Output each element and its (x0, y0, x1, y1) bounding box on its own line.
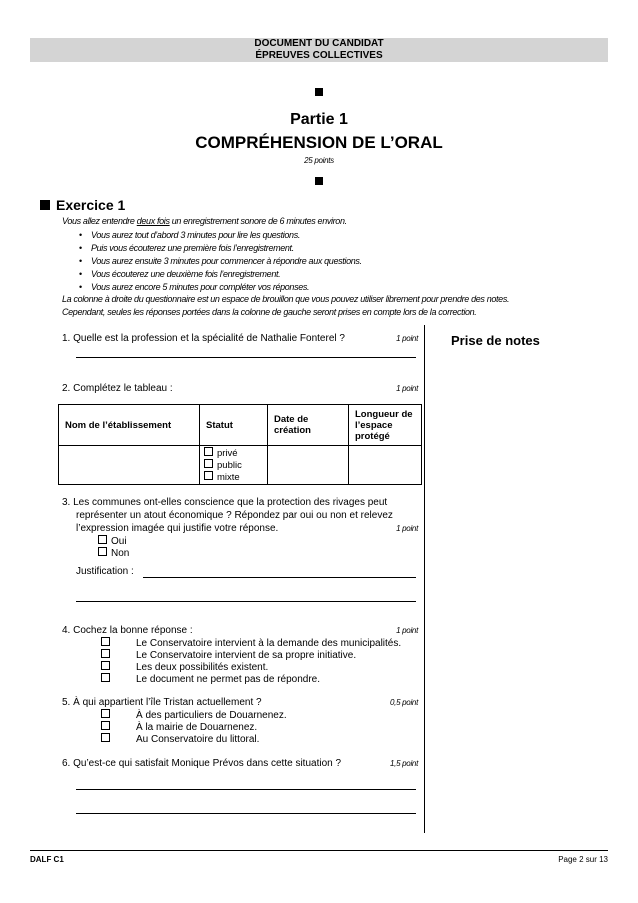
option-label: Au Conservatoire du littoral. (136, 734, 260, 745)
answer-line[interactable] (76, 357, 416, 358)
intro-text: Vous allez entendre (62, 216, 137, 226)
instruction-step: • Vous aurez ensuite 3 minutes pour commencer à répondre aux questions. (91, 256, 362, 266)
answer-option[interactable] (101, 721, 257, 733)
status-option-label: public (217, 460, 242, 471)
question-4-points: 1 point (396, 626, 418, 635)
checkbox-icon[interactable] (204, 471, 213, 480)
option-oui[interactable] (98, 535, 127, 547)
checkbox-icon[interactable] (101, 721, 110, 730)
question-3-points: 1 point (396, 524, 418, 533)
exercise-title-text: Exercice 1 (56, 197, 126, 213)
justification-line[interactable] (143, 577, 416, 578)
checkbox-icon[interactable] (101, 649, 110, 658)
part-title: Partie 1 (290, 111, 348, 128)
instruction-step: • Puis vous écouterez une première fois l’enregistrement. (91, 243, 294, 253)
status-option-label: privé (217, 448, 238, 459)
answer-option[interactable] (101, 661, 268, 673)
option-label: Les deux possibilités existent. (136, 662, 269, 673)
notes-title: Prise de notes (451, 333, 540, 348)
question-6-points: 1,5 point (390, 759, 418, 768)
checkbox-icon[interactable] (101, 637, 110, 646)
square-bullet-icon (315, 88, 323, 96)
option-non[interactable] (98, 547, 129, 559)
exercise-intro (62, 216, 347, 226)
table-cell[interactable] (268, 446, 349, 485)
question-6: 6. Qu’est-ce qui satisfait Monique Prévos dans cette situation ? (62, 758, 342, 769)
intro-underlined: deux fois (136, 216, 170, 226)
status-option-label: mixte (217, 472, 240, 483)
header-line-1: DOCUMENT DU CANDIDAT (30, 38, 608, 50)
question-3-line-3: l’expression imagée qui justifie votre réponse. (76, 523, 279, 534)
intro-text-end: un enregistrement sonore de 6 minutes environ. (169, 216, 347, 226)
instruction-step: • Vous écouterez une deuxième fois l’enregistrement. (91, 269, 280, 279)
answer-option[interactable] (101, 649, 356, 661)
footer-page-number: Page 2 sur 13 (558, 855, 608, 864)
answer-line[interactable] (76, 813, 416, 814)
answer-table (58, 404, 422, 485)
instruction-note: Cependant, seules les réponses portées dans la colonne de gauche seront prises en compte lors de la correction. (62, 307, 477, 317)
column-divider (424, 325, 425, 833)
table-cell[interactable] (59, 446, 200, 485)
option-label: À la mairie de Douarnenez. (136, 722, 258, 733)
instruction-step: • Vous aurez encore 5 minutes pour compléter vos réponses. (91, 282, 309, 292)
answer-option[interactable] (101, 673, 320, 685)
checkbox-icon[interactable] (204, 459, 213, 468)
question-5-points: 0,5 point (390, 698, 418, 707)
option-label: Le Conservatoire intervient à la demande des municipalités. (136, 638, 402, 649)
answer-line[interactable] (76, 601, 416, 602)
table-header: Longueur de l’espace protégé (349, 405, 422, 446)
footer-exam-code: DALF C1 (30, 855, 64, 864)
square-bullet-icon (315, 177, 323, 185)
exercise-title (40, 197, 125, 213)
question-2: 2. Complétez le tableau : (62, 383, 173, 394)
option-label: Oui (111, 536, 127, 547)
checkbox-icon[interactable] (98, 535, 107, 544)
instruction-step: • Vous aurez tout d’abord 3 minutes pour lire les questions. (91, 230, 300, 240)
checkbox-icon[interactable] (101, 673, 110, 682)
option-label: Le Conservatoire intervient de sa propre initiative. (136, 650, 357, 661)
option-label: Le document ne permet pas de répondre. (136, 674, 321, 685)
square-bullet-icon (40, 200, 50, 210)
answer-option[interactable] (101, 709, 287, 721)
table-header: Nom de l’établissement (59, 405, 200, 446)
section-points: 25 points (304, 156, 334, 165)
table-cell[interactable] (349, 446, 422, 485)
justification-label: Justification : (76, 566, 134, 577)
checkbox-icon[interactable] (101, 661, 110, 670)
footer-divider (30, 850, 608, 851)
instruction-note: La colonne à droite du questionnaire est un espace de brouillon que vous pouvez utiliser librement pour prendre des notes. (62, 294, 510, 304)
status-option[interactable] (204, 471, 263, 483)
question-3-line-2: représenter un atout économique ? Répondez par oui ou non et relevez (76, 510, 393, 521)
answer-line[interactable] (76, 789, 416, 790)
checkbox-icon[interactable] (98, 547, 107, 556)
option-label: Non (111, 548, 130, 559)
section-title: COMPRÉHENSION DE L’ORAL (195, 133, 443, 152)
header-line-2: ÉPREUVES COLLECTIVES (30, 50, 608, 62)
answer-option[interactable] (101, 733, 259, 745)
checkbox-icon[interactable] (204, 447, 213, 456)
status-cell (200, 446, 268, 485)
status-option[interactable] (204, 459, 263, 471)
question-1-points: 1 point (396, 334, 418, 343)
option-label: À des particuliers de Douarnenez. (136, 710, 287, 721)
table-header: Statut (200, 405, 268, 446)
table-header: Date de création (268, 405, 349, 446)
question-5: 5. À qui appartient l’île Tristan actuellement ? (62, 697, 262, 708)
status-option[interactable] (204, 447, 263, 459)
question-4: 4. Cochez la bonne réponse : (62, 625, 193, 636)
checkbox-icon[interactable] (101, 709, 110, 718)
answer-option[interactable] (101, 637, 401, 649)
question-1: 1. Quelle est la profession et la spécialité de Nathalie Fonterel ? (62, 333, 345, 344)
question-3: 3. Les communes ont-elles conscience que la protection des rivages peut (62, 497, 388, 508)
question-2-points: 1 point (396, 384, 418, 393)
checkbox-icon[interactable] (101, 733, 110, 742)
